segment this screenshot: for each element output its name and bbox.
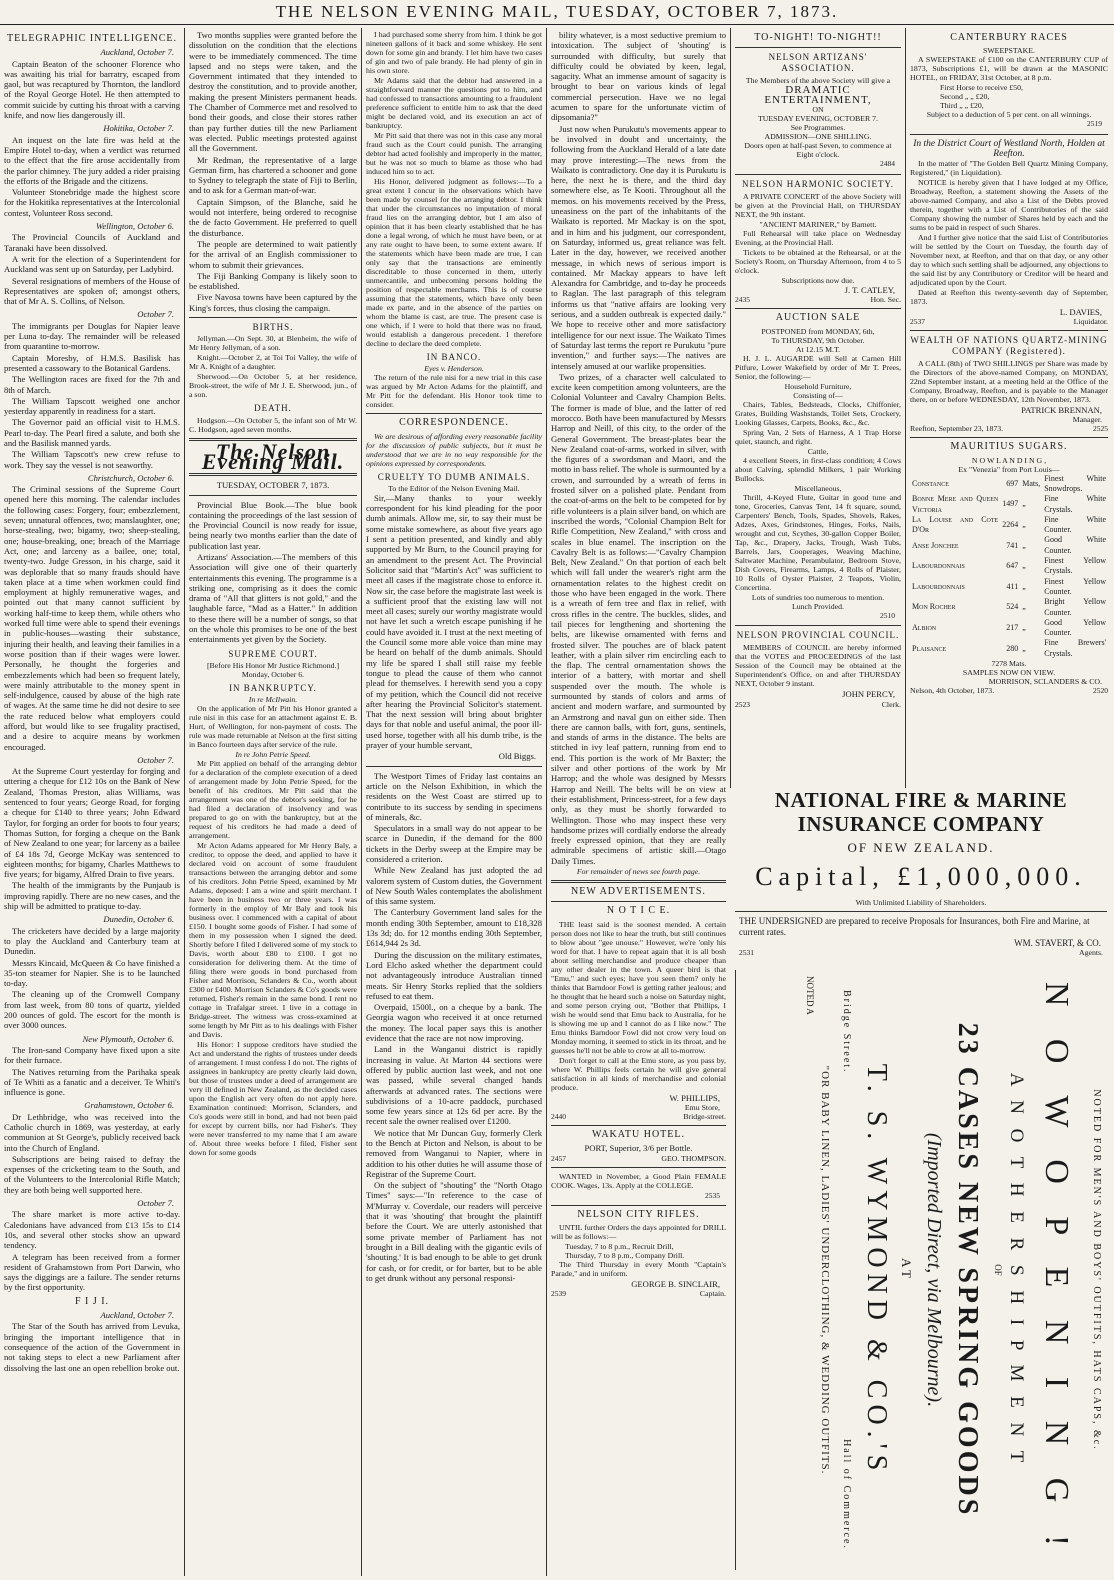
- ad-text: Tuesday, 7 to 8 p.m., Recruit Drill,: [565, 1242, 674, 1252]
- ad-reference: 2523: [735, 699, 750, 709]
- ad-text: "ANCIENT MARINER," by Barnett.: [759, 220, 877, 230]
- ad-title: N O W O P E N I N G !: [1038, 981, 1075, 1559]
- divider: [735, 47, 901, 48]
- ad-text: "OR BABY LINEN, LADIES' UNDERCLOTHING, & WEDDING OUTFITS.: [819, 1065, 831, 1475]
- sugar-name: Labourdonnais: [912, 561, 965, 571]
- column-6: [910, 30, 1108, 782]
- paragraph: An inquest on the late fire was held at the Empire Hotel to-day, when a verdict was returned to the effect that the fire arose accidentally from the parlor chimney. The jury added a rider praising the efforts of the Brigade and the citizens.: [4, 134, 180, 186]
- paragraph: The people are determined to wait patiently for the arrival of an English commissioner to whom to submit their grievances.: [189, 238, 357, 270]
- signature: MORRISON, SCLANDERS & CO.: [988, 677, 1102, 687]
- signature: GEORGE B. SINCLAIR,: [631, 1279, 720, 1290]
- ad-capital: Capital, £1,000,000.: [755, 862, 1087, 891]
- sugar-name: Labourdonnais: [912, 581, 965, 591]
- sugar-desc: Good Yellow Counter.: [1044, 617, 1106, 638]
- ad-subheading: Cattle,: [807, 446, 829, 456]
- ad-heading: NELSON PROVINCIAL COUNCIL.: [736, 629, 900, 640]
- insurance-ad: [735, 788, 1107, 960]
- column-rule: [905, 28, 906, 788]
- section-heading: DEATH.: [254, 403, 292, 414]
- paragraph: The Criminal sessions of the Supreme Court opened here this morning. The calendar includes the following cases: Forgery, four; embezzlement, seven; unnatural offences, two; manslaughter, one; horse-stealing, two; bigamy, two; sheep-stealing, one; house-breaking, one; breach of the Marriage Act, one; and larceny as a bailee, one; total, twenty-two. Judge Gresson, in his charge, said it was deplorable that so many frauds should have taken place at a time when workmen could find employment at highly remunerative wages, and pointed out that many cannot sufficient by working half-time to keep them, while others who worked full time were able to spend their evenings in public-houses—wasting their substance, injuring their health, and leaving their families in a worse position than if their wages were lower. Personally, he thought the forgeries and embezzlements which had been so frequent lately, were mainly attributable to the money spent in self-indulgence, caused by abuse of the high rate of wages. At the same time he did not desire to see the rate reduced below what employers could afford, but would like to see frugality practised, and a desire to acquire means by workmen encouraged.: [4, 484, 180, 752]
- paragraph: At the Supreme Court yesterday for forging and uttering a cheque for £12 10s on the Bank of New Zealand, Thomas Preston, alias Williams, was sentenced to four years; George Road, for forging a cheque for £140 to three years; John Edward Taylor, for forging an order for boots to four years; Thomas Sutton, for forging a cheque on the Bank of New Zealand to one year; for larceny as a bailee of £4 18s 7d, George McKay was sentenced to eighteen months; for bigamy, Charles Matthews to five years; for bigamy, Alfred Drain to five years.: [4, 766, 180, 880]
- column-rule: [361, 28, 362, 1576]
- ad-text: First Horse to receive £50,: [940, 83, 1023, 93]
- sugar-desc: Fine Brewers' Crystals.: [1044, 638, 1106, 658]
- ad-text: PORT, Superior, 3/6 per Bottle.: [584, 1143, 693, 1154]
- dateline: Christchurch, October 6.: [87, 472, 174, 483]
- sugar-name: Anse Jonchee: [912, 540, 959, 550]
- ad-text: A SWEEPSTAKE of £100 on the CANTERBURY CUP of 1873, Subscriptions £1, will be drawn at the MASONIC HOTEL, on FRIDAY, 31st October, at 8 p.m.: [910, 55, 1108, 83]
- ad-heading: N O T I C E.: [606, 905, 671, 917]
- sugar-qty: 280: [1006, 643, 1019, 653]
- ad-text: MEMBERS of COUNCIL are hereby informed that the VOTES and PROCEEDINGS of the last Session of the Council may be obtained at the Superintendent's Office, on and after THURSDAY NEXT, October 9 instant.: [735, 643, 901, 689]
- sugar-row: [910, 577, 1108, 598]
- ad-reference: 2537: [910, 317, 925, 327]
- dateline: Hokitika, October 7.: [103, 123, 174, 134]
- notice: Sherwood.—On October 5, at her residence, Brook-street, the wife of Mr J. E. Sherwood, jun., of a son.: [189, 372, 357, 400]
- ad-heading: NELSON ARTIZANS' ASSOCIATION.: [768, 52, 868, 73]
- paragraph: The Wellington races are fixed for the 7th and 8th of March.: [4, 374, 180, 395]
- signature: GEO. THOMPSON.: [661, 1153, 726, 1163]
- sugar-desc: Finest Yellow Crystals.: [1044, 556, 1106, 576]
- dateline: Grahamstown, October 6.: [84, 1100, 174, 1111]
- ad-reference: 2519: [1087, 119, 1102, 129]
- ad-text: Nelson, 4th October, 1873.: [910, 686, 995, 696]
- ad-text: ADMISSION—ONE SHILLING.: [764, 132, 872, 142]
- sugar-qty: 2264: [1002, 520, 1019, 529]
- paragraph: The Fiji Banking Company is likely soon to be established.: [189, 270, 357, 292]
- divider: [735, 174, 901, 175]
- ad-text: Spring Van, 2 Sets of Harness, A 1 Trap Horse quiet, staunch, and right.: [735, 427, 901, 446]
- ad-heading: NELSON HARMONIC SOCIETY.: [741, 178, 895, 189]
- paragraph: A telegram has been received from a former resident of Grahamstown from Port Darwin, who says the diggings are a failure. The sender returns by the first opportunity.: [4, 1251, 180, 1293]
- paragraph: The Natives returning from the Parihaka speak of Te Whiti as a fanatic and a deceiver. Te Whiti's influence is gone.: [4, 1066, 180, 1098]
- paragraph: The Iron-sand Company have fixed upon a site for their furnace.: [4, 1044, 180, 1066]
- ad-text: Thrill, 4-Keyed Flute, Guitar in good tune and tone, Groceries, Canvas Tent, 14 ft square, sound, Carpenters' Bench, Tools, Spades, Shovels, Rakes, Adzes, Axes, Grindstones, Hinges, Forks, Nails, wrought and cut, Scythes, 30-gallon Copper Boiler, Tap, &c., Drapery, Jacks, Trough, Wash Tubs, Barrels, Jars, Cooperages, Weaving Machine, Saltwater Machine, Perambulator, Bedroom Stove, Dish Covers, Firearms, Lamps, 4 Rolls of Plaister, 10 Rolls of Oyster Plaister, 2 Teapots, Violin, Concertina.: [735, 492, 901, 592]
- note: For remainder of news see fourth page.: [576, 867, 701, 877]
- sugar-row: [910, 597, 1108, 618]
- signature: L. DAVIES,: [1059, 307, 1102, 318]
- paragraph: Mr Pitt said that there was not in this case any moral fraud such as the Court could punish. The arranging debtor had acted foolishly and improperly in the matter, but he was not so much to blame as those who had induced him so to act.: [366, 131, 542, 176]
- paragraph: Provincial Blue Book.—The blue book containing the proceedings of the last session of the Provincial Council is now ready for issue, being nearly two months earlier than the date of publication last year.: [189, 499, 357, 551]
- column-2: [189, 30, 357, 1575]
- paragraph: Artizans' Association.—The members of this Association will give one of their quarterly entertainments this evening. The programme is a striking one, comprising as it does the comic drama of "All that glitters is not gold," and the laughable farce, "Mad as a Hatter." In addition to these there will be a number of songs, so that on the whole this promises to be one of the best entertainments yet given by the Society.: [189, 551, 357, 645]
- paragraph: During the discussion on the military estimates, Lord Elcho asked whether the department could not advantageously introduce Australian tinned meats. Sir Henry Storks replied that the soldiers refused to eat them.: [366, 949, 542, 1001]
- sugar-name: Albion: [912, 622, 937, 632]
- ad-text: Doors open at half-past Seven, to commence at Eight o'clock.: [744, 141, 892, 160]
- divider: [366, 766, 542, 767]
- dateline: Dunedin, October 6.: [103, 914, 174, 925]
- ad-reference: 2435: [735, 295, 750, 305]
- ad-text: SAMPLES NOW ON VIEW.: [962, 668, 1056, 678]
- divider: [189, 495, 357, 496]
- ad-text: Thursday, 7 to 8 p.m., Company Drill.: [565, 1251, 685, 1261]
- ad-text: At 12.15 M.T.: [795, 344, 841, 354]
- ad-text: A CALL (8th) of TWO SHILLINGS per Share was made by the Directors of the above-named Company, on MONDAY, 22nd September instant, at a meeting held at the Office of the Company, Broadway, Reefton, and is payable to the Manager there, on or before WEDNESDAY, 12th November, 1873.: [910, 359, 1108, 405]
- signature: Agents.: [1078, 948, 1103, 957]
- ad-text: Subscriptions now due.: [781, 276, 855, 286]
- paragraph: The Provincial Councils of Auckland and Taranaki have been dissolved.: [4, 232, 180, 253]
- paragraph: Mr Pitt applied on behalf of the arranging debtor for a declaration of the complete execution of a deed of arrangement made by John Petrie Speed, for the benefit of his creditors. Mr Pitt said that the arrangement was one of the debtor's seeking, for he had filed a declaration of insolvency and was prepared to go on with the bankruptcy, but at the request of his creditors he had made a deed of arrangement.: [189, 759, 357, 841]
- sugar-row: [910, 494, 1108, 515]
- section-heading: IN BANKRUPTCY.: [229, 682, 317, 693]
- section-heading: BIRTHS.: [252, 322, 294, 333]
- paragraph: The share market is more active to-day. Caledonians have advanced from £13 15s to £14 10s, and several other stocks show an upward tendency.: [4, 1209, 180, 1251]
- sugar-table: [910, 474, 1108, 659]
- column-4: [551, 30, 726, 1575]
- sugar-row: [910, 535, 1108, 556]
- dateline: New Plymouth, October 6.: [82, 1033, 174, 1044]
- ad-reference: 2457: [551, 1153, 566, 1163]
- sugar-row: [910, 474, 1108, 495]
- signature: Liquidator.: [1073, 317, 1108, 327]
- ad-text: Chairs, Tables, Bedsteads, Clocks, Chiffonier, Grates, Building Washstands, Toilet Sets, Crockery, Looking Glasses, Carpets, Books, &c., &c.: [735, 399, 901, 427]
- sugar-unit: Mats,: [1022, 478, 1041, 488]
- subheading: In re John Petrie Speed.: [235, 750, 311, 760]
- divider: [910, 437, 1108, 438]
- ad-text: And I further give notice that the said List of Contributories will be settled by the Court on Tuesday, the fourth day of November next, at Reefton, and that on that day, or any other day to which such settling shall be adjourned, any objections to the said list by any Contributory or Creditor will be heard and adjudicated upon by the Court.: [910, 233, 1108, 288]
- ad-text: OF: [993, 1264, 1003, 1276]
- ad-text: NOTED FOR MEN'S AND BOYS' OUTFITS, HATS CAPS, &c.: [1091, 1089, 1102, 1451]
- divider: [551, 1167, 726, 1168]
- ad-text: Bridge Street.: [841, 990, 852, 1074]
- paragraph: The Governor paid an official visit to H.M.S. Pearl to-day. The Pearl fired a salute, and both she and the Basilisk manned yards.: [4, 417, 180, 448]
- notice: Hodgson.—On October 5, the infant son of Mr W. C. Hodgson, aged seven months.: [189, 415, 357, 434]
- sugar-row: [910, 556, 1108, 577]
- paragraph: On the subject of "shouting" the "North Otago Times" says:—"In reference to the case of M'Murray v. Coverdale, our readers will perceive that it was 'shouting' that brought the plaintiff before the Court. We are utterly astonished that some private member of Parliament has not brought in a Bill dealing with the gigantic evils of 'shouting.' It is bad enough to be able to get drunk for cash, or for credit, or for barter, but to be able to get drunk without any personal responsi-: [366, 1180, 542, 1283]
- ad-reference: 2520: [1093, 686, 1108, 696]
- paragraph: The Star of the South has arrived from Levuka, bringing the important intelligence that in consequence of the action of the Government in not taking steps to elect a new Parliament after dissolving the last one an open rebellion broke out.: [4, 1321, 180, 1373]
- paragraph: Several resignations of members of the House of Representatives are spoken of; amongst others, that of Mr A. S. Collins, of Nelson.: [4, 275, 180, 307]
- ad-heading: MAURITIUS SUGARS.: [950, 441, 1068, 453]
- paragraph: The William Tapscott weighed one anchor yesterday apparently in readiness for a start.: [4, 395, 180, 417]
- sugar-unit: „: [1022, 540, 1026, 550]
- sugar-unit: „: [1022, 622, 1026, 632]
- paragraph: The cricketers have decided by a large majority to play the Auckland and Canterbury team at Dunedin.: [4, 925, 180, 957]
- ad-text: With Unlimited Liability of Shareholders.: [855, 898, 987, 907]
- paragraph: Five Navosa towns have been captured by the King's forces, thus closing the campaign.: [189, 292, 357, 313]
- sugar-unit: „: [1022, 602, 1026, 612]
- sugar-unit: „: [1022, 520, 1026, 529]
- ad-text: Lots of sundries too numerous to mention.: [751, 592, 885, 602]
- ad-subheading: Consisting of—: [793, 390, 843, 400]
- disclaimer: We are desirous of affording every reasonable facility for the discussion of public subjects, but it must be understood that we are in no way responsible for the opinions expressed by correspondents.: [366, 431, 542, 468]
- sugar-qty: 217: [1006, 622, 1019, 632]
- paragraph: The cleaning up of the Cromwell Company from last week, from 80 tons of quartz, yielded 200 ounces of gold. The escort for the month is over 3000 ounces.: [4, 989, 180, 1031]
- sugar-desc: Finest White Snowdrops.: [1044, 473, 1106, 493]
- notice: Jellyman.—On Sept. 30, at Blenheim, the wife of Mr Henry Jellyman, of a son.: [189, 334, 357, 353]
- paragraph: Dr Lethbridge, who was received into the Catholic church in 1869, was yesterday, at early communion at St George's, publicly received back into the Church of England.: [4, 1111, 180, 1153]
- divider: [551, 1125, 726, 1126]
- ad-text: H. J. L. AUGARDE will Sell at Carnen Hill Pitfure, Lower Wakefield by order of Mr T. Prees, Senior, the following:—: [735, 353, 901, 381]
- section-heading: NEW ADVERTISEMENTS.: [571, 886, 706, 898]
- ad-subtitle: OF NEW ZEALAND.: [847, 840, 995, 855]
- ad-heading: CANTERBURY RACES: [950, 32, 1068, 43]
- ad-reference: 2531: [739, 948, 754, 957]
- subheading: In re McIlwain.: [248, 695, 298, 705]
- section-heading: IN BANCO.: [426, 352, 482, 362]
- column-1: [4, 30, 180, 1575]
- column-rule: [184, 28, 185, 1576]
- ad-text: 7278 Mats.: [991, 659, 1027, 669]
- paragraph: The immigrants per Douglas for Napier leave per Luna to-day. The remainder will be released from quarantine to-morrow.: [4, 320, 180, 352]
- ad-text: Ex "Venezia" from Port Louis—: [958, 464, 1060, 474]
- paragraph: His Honor: I suppose creditors have studied the Act and understand the rights of trustees under deeds of arrangement. I must confess I do not. The rights of assignees in bankruptcy are pretty clearly laid down, but those of trustees under a deed of arrangement are very ill defined in New Zealand, as the decided cases upon the English act very often do not apply here. Examination continued: Morrison, Sclanders, and Co's goods were still in bond, and had not been paid for except by current bills, nor had Fisher's. They were never transferred to my name that I am aware of. About three weeks before I filed, Fisher sent down for some goods: [189, 1040, 357, 1158]
- ad-firm: T. S. WYMOND & CO.'S: [861, 1063, 892, 1477]
- ad-reference: 2510: [880, 610, 895, 620]
- ad-text: WANTED in November, a Good Plain FEMALE COOK. Wages, 13s. Apply at the COLLEGE.: [551, 1171, 726, 1190]
- ad-text: Reefton, September 23, 1873.: [910, 424, 1004, 434]
- ad-text: NOTED A: [805, 976, 815, 1015]
- paragraph: The health of the immigrants by the Punjaub is improving rapidly. There are no new cases, and the ship will be admitted to pratique to-day.: [4, 880, 180, 912]
- divider: [189, 317, 357, 318]
- ad-heading: NELSON CITY RIFLES.: [577, 1208, 700, 1220]
- paragraph: Volunteer Stonebridge made the highest score for the Hokitika representatives at the Intercolonial contest, Volunteer Ross second.: [4, 187, 180, 218]
- sugar-desc: Good White Counter.: [1044, 535, 1106, 555]
- signature: WM. STAVERT, & CO.: [1014, 938, 1101, 948]
- divider: [910, 134, 1108, 135]
- paragraph: Overpaid, 1500l., on a cheque by a bank. The Georgia wagon who received it at once returned the money. The local paper says this is another evidence that the race are not now improving.: [366, 1002, 542, 1044]
- section-heading: TELEGRAPHIC INTELLIGENCE.: [7, 33, 177, 44]
- ad-text: Don't forget to call at the Emu store, as you pass by, where W. Phillips feels certain he will give general satisfaction in all kinds of merchandise and colonial produce.: [551, 1055, 726, 1092]
- ad-subheading: N O W L A N D I N G ,: [971, 455, 1047, 465]
- sugar-desc: Finest Yellow Counter.: [1044, 576, 1106, 596]
- ad-text: Full Rehearsal will take place on Wednesday Evening, at the Provincial Hall.: [735, 229, 901, 248]
- ad-heading: In the District Court of Westland North, Holden at Reefton.: [913, 138, 1105, 159]
- ad-text: To THURSDAY, 9th October.: [771, 335, 865, 345]
- dateline: October 7.: [137, 754, 174, 765]
- paragraph: A writ for the election of a Superintendent for Auckland was sent up on Saturday, per Ladybird.: [4, 253, 180, 275]
- sugar-qty: 1497: [1002, 499, 1019, 509]
- ad-text: Subject to a deduction of 5 per cent. on all winnings.: [926, 110, 1092, 120]
- ad-text: A N O T H E R S H I P M E N T: [1006, 1072, 1027, 1468]
- ad-text: POSTPONED from MONDAY, 6th,: [761, 326, 875, 336]
- ad-heading: WAKATU HOTEL.: [592, 1128, 685, 1140]
- paragraph: Messrs Kincaid, McQueen & Co have finished a 35-ton steamer for Napier. She is to be launched to-day.: [4, 957, 180, 989]
- sugar-row: [910, 618, 1108, 639]
- divider: [910, 330, 1108, 331]
- ad-text: The Members of the above Society will give a: [745, 75, 891, 85]
- ad-text: Lunch Provided.: [792, 601, 844, 611]
- signature: W. PHILLIPS,: [669, 1092, 720, 1103]
- ad-text: NOTICE is hereby given that I have lodged at my Office, Broadway, Reefton, a statement showing the Assets of the above-named Company, and also a List of the Debts proved therein, together with a List of Contributories of the said Company showing the number of Shares held by each and the sums to be paid in respect of such Shares.: [910, 178, 1108, 233]
- dateline: Wellington, October 6.: [96, 221, 174, 232]
- sugar-qty: 647: [1006, 561, 1019, 571]
- signature: Captain.: [699, 1289, 726, 1299]
- ad-heading: WEALTH OF NATIONS QUARTZ-MINING COMPANY (Registered).: [910, 335, 1108, 356]
- paragraph: Two months supplies were granted before the dissolution on the condition that the elections were to be immediately commenced. The time lapsed and no steps were taken, and the Government intimated that they intended to destroy the constitution, and to provide another, making the present Ministers permanent heads. The Chamber of Commerce met and resolved to bond their goods, and close their stores rather than pay further duties till the new Parliament was elected. Public meetings protested against all the Government.: [189, 30, 357, 154]
- dateline: Auckland, October 7.: [100, 47, 174, 58]
- sugar-unit: „: [1022, 561, 1026, 571]
- masthead: THE NELSON EVENING MAIL, TUESDAY, OCTOBER 7, 1873.: [0, 0, 1114, 25]
- paragraph: Speculators in a small way do not appear to be scarce in Dunedin, if the demand for the 800 tickets in the Derby sweep at the Empire may be considered a criterion.: [366, 823, 542, 864]
- paragraph: Subscriptions are being raised to defray the expenses of the cricketing team to the South, and of the Volunteers to the Intercolonial Rifle Match; they are both being well supported here.: [4, 1153, 180, 1195]
- subheading: To the Editor of the Nelson Evening Mail.: [388, 483, 520, 493]
- column-rule: [730, 28, 731, 788]
- sugar-qty: 411: [1006, 581, 1019, 591]
- divider: [735, 308, 901, 309]
- sugar-desc: Fine White Crystals.: [1044, 494, 1106, 514]
- section-heading: CORRESPONDENCE.: [399, 417, 509, 429]
- ad-text: THE UNDERSIGNED are prepared to receive Proposals for Insurances, both Fire and Marine, at current rates.: [739, 916, 1090, 937]
- paragraph: While New Zealand has just adopted the ad valorem system of Custom duties, the Government of New South Wales contemplates the abolishment of this same system.: [366, 865, 542, 907]
- sugar-name: La Louise and Cote D'Or: [912, 514, 999, 535]
- signature: Hon. Sec.: [870, 295, 901, 305]
- rotated-ad: [735, 970, 1108, 1570]
- divider: [551, 880, 726, 883]
- paragraph: The Westport Times of Friday last contains an article on the Nelson Exhibition, in which the residents on the West Coast are stirred up to contribute to its success by sending in specimens of minerals, &c.: [366, 770, 542, 822]
- sugar-unit: „: [1022, 499, 1026, 509]
- ad-text: 23 CASES NEW SPRING GOODS: [952, 1022, 983, 1518]
- signature: Old Biggs.: [498, 751, 536, 762]
- ad-text: Third „ „ £20,: [940, 101, 984, 111]
- ad-text: The Third Thursday in every Month "Captain's Parade," and in uniform.: [551, 1260, 726, 1279]
- ad-text: TUESDAY EVENING, OCTOBER 7.: [758, 114, 878, 124]
- paragraph: On the application of Mr Pitt his Honor granted a rule nisi in this case for an attachment against E. B. Hurt, of Wellington, for non-payment of costs. The rule was made returnable at Nelson at the first sitting in Banco fourteen days after service of the rule.: [189, 704, 357, 750]
- divider: [366, 413, 542, 414]
- sugar-qty: 741: [1006, 540, 1019, 550]
- signature: Bridge-street.: [683, 1111, 726, 1121]
- column-rule: [546, 28, 547, 1576]
- dateline: TUESDAY, OCTOBER 7, 1873.: [216, 480, 330, 491]
- ad-text: Dated at Reefton this twenty-seventh day of September, 1873.: [910, 288, 1108, 307]
- ad-reference: 2535: [705, 1190, 720, 1200]
- paragraph: We notice that Mr Duncan Guy, formerly Clerk to the Bench at Picton and Nelson, is about to be removed from Wanganui to Napier, where in addition to his other duties he will assume those of Registrar of the Supreme Court.: [366, 1127, 542, 1179]
- ad-subheading: Miscellaneous,: [794, 483, 842, 493]
- divider: [551, 1205, 726, 1206]
- paper-title: The Nelson Evening Mail.: [201, 438, 345, 474]
- dateline: October 7.: [137, 1198, 174, 1209]
- sugar-row: [910, 638, 1108, 659]
- ad-text: A PRIVATE CONCERT of the above Society will be given at the Provincial Hall, on THURSDAY NEXT, the 9th instant.: [735, 192, 901, 220]
- sugar-qty: 697: [1006, 478, 1019, 488]
- ad-text: See Programmes.: [790, 123, 846, 133]
- sugar-name: Mon Rocher: [912, 602, 956, 612]
- notice: Knight.—October 2, at Toi Toi Valley, the wife of Mr A. Knight of a daughter.: [189, 353, 357, 372]
- paragraph: Just now when Purukutu's movements appear to be involved in doubt and uncertainty, the following from the Auckland Herald of a late date may prove interesting:—The news from the Waikato is contradictory. One day it is Purukutu is here, the next he is there, and the third day somewhere else, as Te Kooti. Throughout all the memos. on his movements received by the Press, uneasiness on the part of the inhabitants of the Waikato is reported. Mr Mackay is on the spot, and in him and his judgment, our correspondent, on Saturday, informed us, great reliance was felt. Later in the day, however, we received another message, in which news of serious import is contained. Mr Mackay appears to have left Alexandra for Cambridge, and to-day he proceeds to Raglan. The last paragraph of this telegram informs us that "native affairs are looking very serious, and a sudden outbreak is expected daily." We hope to receive other and more satisfactory intelligence for our next issue. The Waikato Times of Saturday last terms the report re Purukutu "pure invention," and further says:—The natives are intensely amused at our warlike propensities.: [551, 123, 726, 371]
- ad-text: Hall of Commerce.: [841, 1439, 852, 1550]
- dateline: Auckland, October 7.: [100, 1310, 174, 1321]
- ad-text: In the matter of "The Golden Bell Quartz Mining Company, Registered," (in Liquidation).: [910, 159, 1108, 178]
- sugar-desc: Fine White Counter.: [1044, 514, 1106, 535]
- section-heading: CRUELTY TO DUMB ANIMALS.: [377, 471, 531, 482]
- ad-text: AT: [899, 1258, 914, 1282]
- divider: [551, 901, 726, 902]
- section-heading: SUPREME COURT.: [228, 648, 318, 659]
- paragraph: bility whatever, is a most seductive premium to intoxication. The subject of 'shouting' is surrounded with difficulty, but surely that difficulty could be obviated by keen, legal, sagacity. What an immense amount of sagacity is brought to bear on various kinds of legal commercial persecution. Have we no legal acumen to spare for the unfortunate victim of dipsomania?": [551, 30, 726, 123]
- ad-title: NATIONAL FIRE & MARINE INSURANCE COMPANY: [774, 788, 1068, 836]
- paragraph: Captain Beaton of the schooner Florence who was awaiting his trial for barratry, escaped from gaol, but was recaptured by Thornton, the landlord of the Royal George Hotel. He then attempted to commit suicide by cutting his throat with a carving knife, and now lies dangerously ill.: [4, 58, 180, 121]
- ad-text: Second „ „ £20,: [940, 92, 990, 102]
- paragraph: Captain Moresby, of H.M.S. Basilisk has presented a cassowary to the Botanical Gardens.: [4, 352, 180, 373]
- ad-subheading: Household Furniture,: [784, 381, 852, 391]
- ad-reference: 2525: [1093, 424, 1108, 434]
- paragraph: Mr Adams said that the debtor had answered in a straightforward manner the questions put to him, and had confessed to transactions amounting to a fraudulent preference sufficient to entitle him to ask that the deed might be declared void, and its execution an act of bankruptcy.: [366, 76, 542, 130]
- ad-reference: 2484: [880, 159, 895, 169]
- subheading: Eyes v. Henderson.: [424, 364, 484, 374]
- ad-text: 4 excellent Steers, in first-class condition; 4 Cows about Calving, splendid Milkers, 1 pair Working Bullocks.: [735, 455, 901, 483]
- section-heading: F I J I.: [74, 1295, 110, 1307]
- signature: JOHN PERCY,: [842, 689, 895, 700]
- paragraph: The return of the rule nisi for a new trial in this case was argued by Mr Acton Adams for the plaintiff, and Mr Pitt for the defendant. His Honor took time to consider.: [366, 373, 542, 410]
- sugar-name: Bonne Mere and Queen Victoria: [912, 494, 999, 514]
- sugar-unit: „: [1022, 581, 1026, 591]
- ad-reference: 2440: [551, 1111, 566, 1121]
- paragraph: I had purchased some sherry from him. I think he got nineteen gallons of it back and some whiskey. He sent down for some gin and brandy. I let him have two cases of gin and two of pale brandy. He had plenty of gin in his own store.: [366, 30, 542, 75]
- ad-reference: 2539: [551, 1289, 566, 1299]
- ad-text: (Imported Direct, via Melbourne).: [923, 1132, 945, 1408]
- ad-text: ON: [812, 105, 824, 115]
- ad-text: Tickets to be obtained at the Rehearsal, or at the Society's Room, on Thursday Afternoon, from 4 to 5 o'clock.: [735, 248, 901, 276]
- paragraph: The William Tapscott's new crew refuse to work. They say the vessel is not seaworthy.: [4, 449, 180, 470]
- paragraph: Captain Simpson, of the Blanche, said he would not interfere, being ordered to recognise the de facto Government. He preferred to quell the disturbance.: [189, 196, 357, 238]
- sugar-desc: Bright Yellow Counter.: [1044, 597, 1106, 617]
- sugar-name: Constance: [912, 478, 949, 488]
- signature: Clerk.: [881, 699, 901, 709]
- signature: PATRICK BRENNAN,: [1021, 405, 1102, 416]
- sugar-row: [910, 515, 1108, 536]
- sugar-unit: „: [1022, 643, 1026, 653]
- paragraph: Land in the Wanganui district is rapidly increasing in value. At Marton 44 sections were offered by public auction last week, and not one was passed, while several changed hands afterwards at advanced rates. The sections were subdivisions of a 10-acre paddock, purchased some few years since at 12s 6d per acre. By the recent sale the owner realised over £1200.: [366, 1044, 542, 1127]
- sugar-name: Plaisance: [912, 643, 947, 653]
- ad-title: DRAMATIC ENTERTAINMENT,: [764, 83, 872, 107]
- ad-text: THE least said is the soonest mended. A certain person does not like to hear the truth, but still continues to blow about "gee unouse." However, we're 'only his word for that. I have to repeat again that it is all bosh about selling merchandise and produce cheaper than any other dealer in the town. A queer bird is that "Emu," and such eyes; have you seen them? only he thinks that Barndoor Fowl is getting rather jealous; and he thought that he heard such a noise on Saturday night, and some person crying out, "Bother that Phillips, I wish he would send that Emu back to Australia, for he is showing me up and I cannot do as I like now." The Emu thinks Barndoor Fowl did not crow very loud on Monday morning, it seemed to stick in its throat, and he guesses he'll not be able to crow at all to-morrow.: [551, 919, 726, 1055]
- subheading: [Before His Honor Mr Justice Richmond.]: [206, 660, 340, 670]
- paragraph: Sir,—Many thanks to your weekly correspondent for his kind pleading for the poor dumb animals. Allow me, sir, to say their must be some mistake somewhere, as about five years ago I sent a petition presented, and kindly and ably supported by Mr Burn, to the Council praying for an amendment to the present Act. The Provincial Solicitor said that "Martin's Act" was sufficient to meet all cases if the magistrate chose to enforce it. Now sir, the case before the magistrate last week is a sufficient proof that the existing law will not meet all cases; surely our worthy magistrate would not have let such a wretch escape punishing if he could have avoided it. I trust at the next meeting of the Council some more able voice than mine may be heard on behalf of the dumb animals. Should my life be spared I shall still raise my feeble tongue to plead the cause of them who cannot plead for themselves. I herewith send you a copy of my petition, which the Council did not receive after hearing the Provincial Solicitor's statement. That the next session will bring about brighter days for that noble and useful animal, the poor ill-used horse, together with all his dumb tribe, is the prayer of your humble servant,: [366, 492, 542, 751]
- divider: [735, 625, 901, 626]
- paragraph: Two prizes, of a character well calculated to excite keen competition among volunteers, are the Colonial Volunteer and Cavalry Champion Belts. The former is made of blue, and the latter of red morocco. Both have been manufactured by Messrs Harrop and Neill, of this city, to the order of the General Government. The breast-plates bear the New Zealand coat-of-arms, worked in silver, with the figures of a swordsman and Maori, and the motto in bass relief. The whole is surmounted by a crown, and surrounded by a wreath of ferns in frosted silver on a polished plate. Pendant from the coat-of-arms on the belt to be competed for by rifle volunteers is a plain silver band, on which are inscribed the words, "Colonial Champion Belt for Rifle Competition, New Zealand," with cross and scales in blue enamel. The inscription on the Cavalry Belt is as follows:—"Cavalry Champion Belt, New Zealand." On that portion of each belt which will fall under the wearer's right arm the ornamentation relates to the highest credit on those who have been engaged in the work. There is a wreath of fern tree and flax in relief, with cross rifles in the centre. The buckles, slides, and tail pieces for lengthening and shortening the belts, are likewise ornamented with ferns and frosted silver. The pouches are of black patent leather, with a plain silver rim encircling each to the flap. The central ornamentation shows the interior of a battery, with mortar and shell suspended over the mouth. The whole is surmounted by stands of colors and arms of ancient and modern warfare, and surmounted by an Armstrong and naval gun on either side. Then there are cannon balls, with fort, guns, sentinels, and stands of arms in the distance. The belts are stitched in ivy leaf pattern, running from end to end. This portion is the work of Mr Baxter; the silver and other portions of the work by Mr Harrop; and the whole was designed by Messrs Harrop and Neill. The belts will be on view at their establishment, Princess-street, for a few days only, as they must be shortly forwarded to Wellington. Those who may inspect these very handsome prizes will cordially endorse the already freely expressed opinion, that they are really admirable specimens of artistic skill.—Otago Daily Times.: [551, 371, 726, 866]
- dateline: October 7.: [137, 309, 174, 320]
- ad-subheading: SWEEPSTAKE.: [982, 46, 1035, 56]
- ad-heading: TO-NIGHT! TO-NIGHT!!: [754, 32, 882, 43]
- signature: Emu Store,: [684, 1102, 720, 1112]
- paragraph: The Canterbury Government land sales for the month ending 30th September, amount to £18,328 13s 3d; do. for 12 months ending 30th September, £614,944 2s 3d.: [366, 907, 542, 949]
- sugar-qty: 524: [1006, 602, 1019, 612]
- paragraph: Mr Redman, the representative of a large German firm, has chartered a schooner and gone to Sydney to telegraph the state of Fiji to Berlin, and to ask for a German man-of-war.: [189, 154, 357, 196]
- subheading: Monday, October 6.: [241, 669, 305, 679]
- ad-heading: AUCTION SALE: [775, 312, 861, 324]
- column-3: [366, 30, 542, 1575]
- signature: J. T. CATLEY,: [844, 285, 895, 296]
- ad-text: UNTIL further Orders the days appointed for DRILL will be as follows:—: [551, 1223, 726, 1242]
- signature: Manager.: [1072, 415, 1102, 425]
- paragraph: His Honor, delivered judgment as follows:—To a great extent I concur in the observations which have been made by counsel for the arranging debtor. I think that under the circumstances no imputation of moral fraud lies on the arranging debtor, but I am also of opinion that it has been clearly established that he has done a legal wrong, of which he must have been, or at any rate ought to have been, to some extent aware. If the statements which have been made are true, I can only say that the transactions are eminently discreditable to those concerned in them, utterly unmercantile, and unbecoming persons holding the position of respectable merchants. This is of course assuming that the statements, which have only been made ex parte, and in the absence of the parties on whom the blame is cast, are true. The present case is one which, if I were to hold that there was no fraud, would establish a dangerous precedent. I therefore decline to declare the deed complete.: [366, 177, 542, 348]
- paragraph: Mr Acton Adams appeared for Mr Henry Baly, a creditor, to oppose the deed, and applied to have it declared void on account of some fraudulent transactions between the arranging debtor and some of his creditors. John Petrie Speed, examined by Mr Adams, deposed: I am a wine and spirit merchant. I have been in business two or three years. I was formerly in the employ of Mr Baly and took his business over. I commenced with a capital of about £150. I bought some goods of Fisher. I had some of them in my possession when I signed the deed. Shortly before I filed I delivered some of my stock to Davis, worth about £80 to £100. I got no consideration for delivering them. At the time of filing there were goods in bond purchased from Fisher and Morrison, Sclanders & Co., worth about £300 or £400. Morrison Sclanders & Co's goods were returned, Fisher's remain in the same bond. I rent no cottage in Trafalgar street. I live in a cottage in Bridge-street. The witness was cross-examined at some length by Mr Pitt as to his dealings with Fisher and Davis.: [189, 841, 357, 1040]
- column-5: [735, 30, 901, 782]
- divider: [735, 911, 1107, 912]
